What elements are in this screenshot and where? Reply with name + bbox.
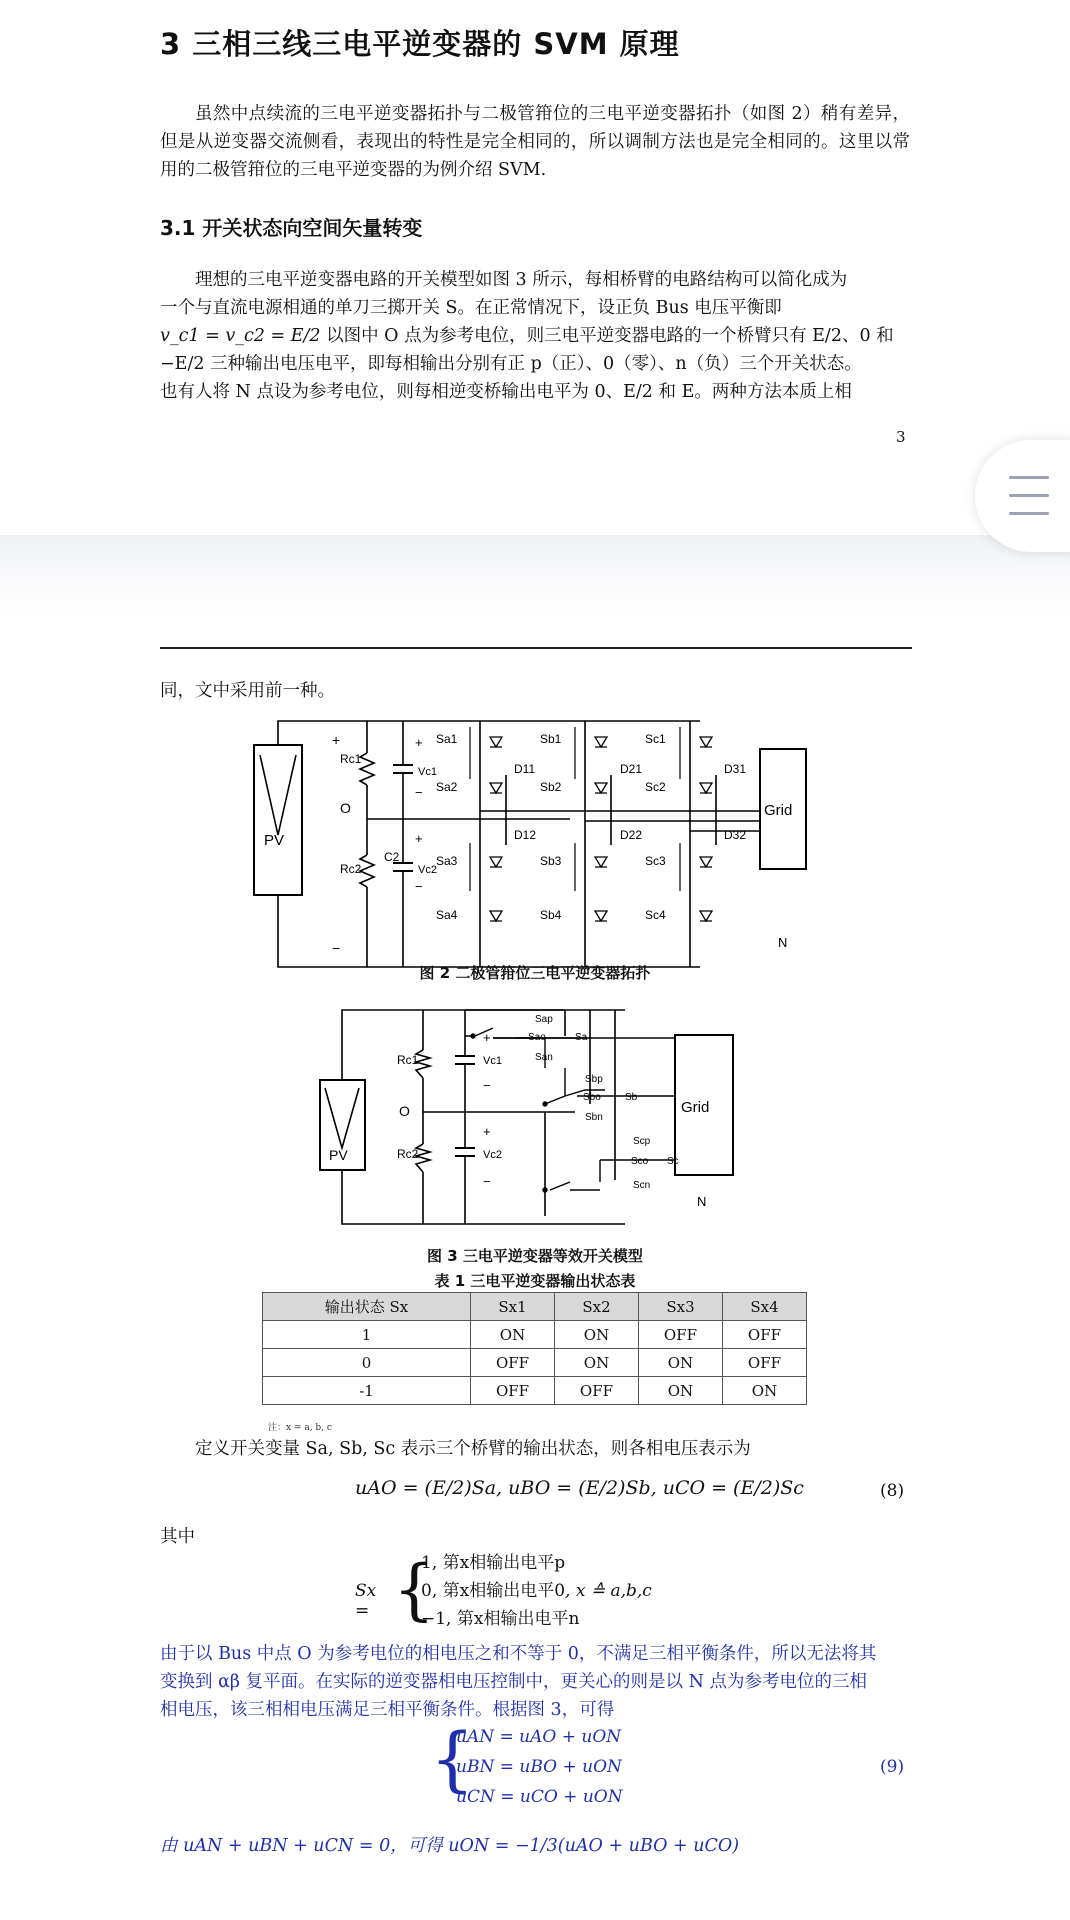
- table-note: 注：x = a, b, c: [268, 1423, 332, 1433]
- diode-label: D31: [724, 762, 747, 776]
- switch-label: Sa3: [436, 854, 458, 868]
- pv-label: PV: [264, 832, 285, 849]
- switch-label: Sbp: [585, 1074, 603, 1085]
- minus-sign: −: [332, 940, 341, 956]
- switch-label: Sa1: [436, 732, 458, 746]
- header-rule: [160, 647, 912, 649]
- switch-label: Sa2: [436, 780, 458, 794]
- rc1-label: Rc1: [340, 752, 362, 766]
- equation-8-number: (8): [880, 1481, 905, 1501]
- switch-label: Sbo: [583, 1092, 601, 1103]
- table-cell: OFF: [722, 1349, 806, 1377]
- switch-label: Sb4: [540, 908, 562, 922]
- body-line: 变换到 αβ 复平面。在实际的逆变器相电压控制中，更关心的则是以 N 点为参考电位的三相: [160, 1672, 867, 1692]
- grid-label: Grid: [764, 802, 793, 819]
- rc2-label: Rc2: [397, 1147, 419, 1161]
- table-cell: OFF: [471, 1349, 555, 1377]
- document-page-1: [0, 0, 1070, 535]
- continuation-text: 同，文中采用前一种。: [160, 681, 335, 701]
- eq9-line: uAN = uAO + uON: [456, 1727, 622, 1747]
- table-cell: 1: [263, 1321, 471, 1349]
- table-row: [263, 1321, 807, 1349]
- menu-icon-bar: [1009, 512, 1049, 515]
- switch-label: Scp: [633, 1136, 651, 1147]
- table-cell: 0: [263, 1349, 471, 1377]
- diode-label: D12: [514, 828, 537, 842]
- switch-label: Sao: [528, 1032, 546, 1043]
- body-line: 一个与直流电源相通的单刀三掷开关 S。在正常情况下，设正负 Bus 电压平衡即: [160, 298, 782, 318]
- intro-paragraph: 虽然中点续流的三电平逆变器拓扑与二极管箝位的三电平逆变器拓扑（如图 2）稍有差异，但是从逆变器交流侧看，表现出的特性是完全相同的，所以调制方法也是完全相同的。这里以常用的二极管箝位的三电平逆变器的为例介绍 SVM.: [160, 104, 910, 180]
- final-line: 由 uAN + uBN + uCN = 0，可得 uON = −1/3(uAO + uBO + uCO): [160, 1836, 740, 1856]
- switch-label: Sc1: [645, 732, 666, 746]
- equation-8: uAO = (E/2)Sa, uBO = (E/2)Sb, uCO = (E/2)Sc: [355, 1477, 804, 1499]
- pv-label: PV: [329, 1147, 348, 1163]
- switch-label: Sc4: [645, 908, 666, 922]
- switch-label: Sap: [535, 1014, 553, 1025]
- voltage-balance-math: v_c1 = v_c2 = E/2: [160, 326, 321, 346]
- table-cell: ON: [638, 1349, 722, 1377]
- diode-label: D22: [620, 828, 643, 842]
- plus-sign: +: [483, 1124, 491, 1139]
- switch-label: Sb2: [540, 780, 562, 794]
- switch-label: Sb: [625, 1092, 638, 1103]
- switch-label: Sc3: [645, 854, 666, 868]
- body-line: 也有人将 N 点设为参考电位，则每相逆变桥输出电平为 0、E/2 和 E。两种方法本质上相: [160, 382, 852, 402]
- diode-label: D11: [514, 762, 536, 776]
- plus-sign: +: [415, 735, 423, 750]
- table-cell: ON: [555, 1321, 639, 1349]
- page-gap: [0, 535, 1070, 615]
- table-cell: ON: [722, 1377, 806, 1405]
- balance-paragraph: [160, 1640, 910, 1724]
- menu-icon-bar: [1009, 494, 1049, 497]
- table-header-cell: Sx4: [722, 1293, 806, 1321]
- c2-label: C2: [384, 850, 400, 864]
- rc1-label: Rc1: [397, 1053, 419, 1067]
- node-n-label: N: [778, 935, 788, 950]
- table-cell: OFF: [638, 1321, 722, 1349]
- body-line: 由于以 Bus 中点 O 为参考电位的相电压之和不等于 0，不满足三相平衡条件，所以无法将其: [160, 1644, 877, 1664]
- minus-sign: −: [415, 879, 423, 894]
- sx-cases: [421, 1549, 652, 1633]
- body-line: −E/2 三种输出电压电平，即每相输出分别有正 p（正）、0（零）、n（负）三个开关状态。: [160, 354, 862, 374]
- left-brace: {: [393, 1551, 435, 1628]
- table-cell: OFF: [555, 1377, 639, 1405]
- plus-sign: +: [483, 1030, 491, 1045]
- minus-sign: −: [483, 1174, 491, 1189]
- pv-arrow-shape: [260, 755, 296, 835]
- switch-label: Sc: [667, 1156, 679, 1167]
- subsection-title: 3.1 开关状态向空间矢量转变: [160, 216, 423, 240]
- where-text: 其中: [160, 1527, 195, 1547]
- section-title: 3 三相三线三电平逆变器的 SVM 原理: [160, 27, 680, 61]
- equation-9-number: (9): [880, 1757, 905, 1777]
- figure2-caption: 图 2 二极管箝位三电平逆变器拓扑: [419, 964, 651, 982]
- sx-case: 0, 第x相输出电平0, x ≙ a,b,c: [421, 1581, 652, 1601]
- table-cell: ON: [471, 1321, 555, 1349]
- switch-label: Sb3: [540, 854, 562, 868]
- table-header-cell: 输出状态 Sx: [263, 1293, 471, 1321]
- vc2-label: Vc2: [483, 1149, 502, 1161]
- body-line: 相电压，该三相相电压满足三相平衡条件。根据图 3，可得: [160, 1700, 615, 1720]
- diode-label: D32: [724, 828, 747, 842]
- pv-panel: [254, 745, 302, 895]
- switch-label: Sa4: [436, 908, 458, 922]
- body-line: v_c1 = v_c2 = E/2 以图中 O 点为参考电位，则三电平逆变器电路的一个桥臂只有 E/2、0 和: [160, 326, 894, 346]
- body-line: 理想的三电平逆变器电路的开关模型如图 3 所示，每相桥臂的电路结构可以简化成为: [195, 270, 848, 290]
- sx-case: −1, 第x相输出电平n: [421, 1609, 580, 1629]
- table1-caption: 表 1 三电平逆变器输出状态表: [434, 1272, 636, 1290]
- plus-sign: +: [332, 732, 341, 748]
- table-header-cell: Sx1: [471, 1293, 555, 1321]
- output-state-table: [262, 1292, 807, 1405]
- node-n-label: N: [697, 1194, 707, 1209]
- vc2-label: Vc2: [418, 864, 437, 876]
- table-cell: ON: [555, 1349, 639, 1377]
- figure2-circuit-diagram: [240, 715, 860, 975]
- switch-label: Sb1: [540, 732, 562, 746]
- pv-arrow-shape: [325, 1088, 359, 1148]
- minus-sign: −: [483, 1078, 491, 1093]
- diode-label: D21: [620, 762, 643, 776]
- plus-sign: +: [415, 831, 423, 846]
- body-paragraph: [160, 266, 910, 406]
- sx-case: 1, 第x相输出电平p: [421, 1553, 566, 1573]
- vc1-label: Vc1: [418, 766, 437, 778]
- figure3-switch-model-diagram: [315, 1000, 795, 1230]
- left-brace: {: [430, 1718, 475, 1800]
- inverter-legs: [470, 721, 760, 967]
- switch-label: Sbn: [585, 1112, 603, 1123]
- switch-label: Sc2: [645, 780, 666, 794]
- page-number: 3: [896, 428, 906, 446]
- table-cell: ON: [638, 1377, 722, 1405]
- table-row: [263, 1377, 807, 1405]
- minus-sign: −: [415, 785, 423, 800]
- switch-label: Sco: [631, 1156, 649, 1167]
- eq9-line: uCN = uCO + uON: [456, 1787, 623, 1807]
- figure3-caption: 图 3 三电平逆变器等效开关模型: [427, 1247, 643, 1265]
- switch-label: San: [535, 1052, 553, 1063]
- table-cell: OFF: [471, 1377, 555, 1405]
- table-cell: OFF: [722, 1321, 806, 1349]
- menu-icon-bar: [1009, 476, 1049, 479]
- table-header-cell: Sx2: [555, 1293, 639, 1321]
- node-o-label: O: [399, 1103, 410, 1119]
- table-header-cell: Sx3: [638, 1293, 722, 1321]
- define-paragraph: 定义开关变量 Sa, Sb, Sc 表示三个桥臂的输出状态，则各相电压表示为: [195, 1439, 751, 1459]
- table-row: [263, 1349, 807, 1377]
- switch-label: Sa: [575, 1032, 588, 1043]
- table-header-row: [263, 1293, 807, 1321]
- rc2-label: Rc2: [340, 862, 362, 876]
- sx-lhs: Sx =: [355, 1581, 377, 1621]
- vc1-label: Vc1: [483, 1055, 502, 1067]
- grid-label: Grid: [681, 1099, 710, 1116]
- table-cell: -1: [263, 1377, 471, 1405]
- eq9-line: uBN = uBO + uON: [456, 1757, 622, 1777]
- node-o-label: O: [340, 800, 351, 816]
- document-page-2: [0, 615, 1070, 1920]
- switch-label: Scn: [633, 1180, 651, 1191]
